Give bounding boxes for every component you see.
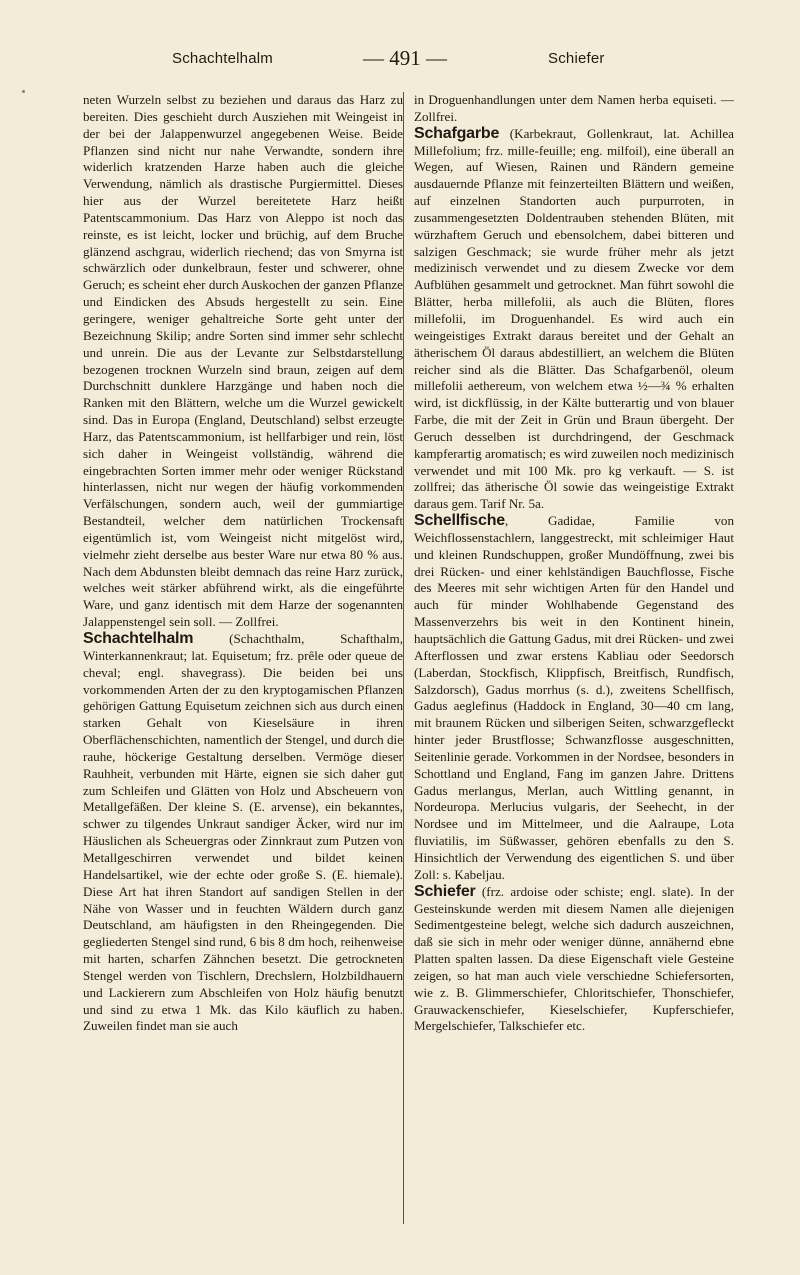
entry-body: (Karbekraut, Gollenkraut, lat. Achillea Millefolium; frz. mille-feuille; eng. milfoil), eine überall an Wegen, auf Wiesen, Rainen und Rändern gemeine ausdauernde Pflanze mit feinzerteilten Blättern und weißen, auf einzelnen Standorten auch purpurroten, in zusammengesetzten Doldentrauben stehenden Blüten, mit würzhaftem Geruch und ebensolchem, dabei bitteren und salzigen Geschmack; sie wurde früher mehr als jetzt medizinisch verwendet und zu diesem Zwecke vor dem Aufblühen gesammelt und getrocknet. Man führt sowohl die Blätter, herba millefolii, als auch die Blüten, flores millefolii, im Droguenhandel. Es wird auch ein weingeistiges Extrakt daraus bereitet und der Gehalt an ätherischem Öl daraus abdestilliert, an welchem die Blüten reicher sind als die Blätter. Das Schafgarbenöl, oleum millefolii aethereum, von welchem etwa ½—¾ % erhalten wird, ist dickflüssig, in der Kälte butterartig und von blauer Farbe, die mit der Zeit in Grün und Braun übergeht. Der Geruch desselben ist durchdringend, der Geschmack kampferartig aromatisch; es wird zuweilen noch medizinisch verwendet und mit 100 Mk. pro kg verkauft. — S. ist zollfrei; das ätherische Öl sowie das weingeistige Extrakt daraus gem. Tarif Nr. 5a. bbox=[414, 125, 734, 512]
entry-body: (Schachthalm, Schafthalm, Winterkannenkraut; lat. Equisetum; frz. prêle oder queue de cheval; engl. shavegrass). Die beiden bei uns vorkommenden Arten der zu den kryptogamischen Pflanzen gehörigen Gattung Equisetum zeichnen sich aus durch einen starken Gehalt von Kieselsäure in ihren Oberflächenschichten, namentlich der Stengel, und durch die rauhe, höckerige Gestaltung derselben. Vermöge dieser Rauhheit, verbunden mit Härte, eignen sie sich daher gut zum Schleifen und Glätten von Holz und Abscheuern von Metallgefäßen. Der kleine S. (E. arvense), ein bekanntes, schwer zu tilgendes Unkraut sandiger Äcker, wird nur im Häuslichen als Scheuergras oder Zinnkraut zum Putzen von Metallgeschirren verwendet und bildet keinen Handelsartikel, wie der echte oder große S. (E. hiemale). Diese Art hat ihren Standort auf sandigen Stellen in der Nähe von Wasser und in feuchten Wäldern durch ganz Deutschland, am häufigsten in den Rheingegenden. Die gegliederten Stengel sind rund, 6 bis 8 dm hoch, reihenweise mit harten, scharfen Zähnchen besetzt. Die getrockneten Stengel werden von Tischlern, Drechslern, Holzbildhauern und Lackierern zum Abschleifen von Holz häufig benutzt und sind zu etwa 1 Mk. das Kilo käuflich zu haben. Zuweilen findet man sie auch bbox=[83, 631, 403, 1034]
left-column bbox=[83, 92, 403, 1035]
entry-schafgarbe bbox=[414, 126, 734, 513]
continued-paragraph: in Droguenhandlungen unter dem Namen herba equiseti. — Zollfrei. bbox=[414, 92, 734, 124]
continued-paragraph: neten Wurzeln selbst zu beziehen und daraus das Harz zu bereiten. Dies geschieht durch Ausziehen mit Weingeist in der bei der Jalappenwurzel angegebenen Weise. Beide Pflanzen sind nicht nur nahe Verwandte, sondern ihre widerlich kratzenden Harze haben auch die gleiche Verwendung, nämlich als drastische Purgiermittel. Dieses hier aus der Wurzel bereitetete Harz heißt Patentscammonium. Das Harz von Aleppo ist noch das reinste, es ist leicht, locker und brüchig, auf dem Bruche glänzend aschgrau, widerlich riechend; das von Smyrna ist schwärzlich oder dunkelbraun, fester und schwerer, ohne Geruch; es scheint eher durch Auskochen der ganzen Pflanze und Eindicken des Absuds hergestellt zu sein. Eine geringere, weniger gehaltreiche Sorte geht unter der Bezeichnung Skilip; andre Sorten sind immer sehr schlecht und unrein. Die aus der Levante zur Selbstdarstellung bezogenen trocknen Wurzeln sind braun, zeigen auf dem Durchschnitt dunklere Harzgänge und haben noch die Ranken mit den Blättern, welche um die Wurzel gewickelt sind. Das in Europa (England, Deutschland) selbst erzeugte Harz, das Patentscammonium, ist hellfarbiger und rein, löst sich daher in Weingeist vollständig, während die eingebrachten Sorten immer mehr oder weniger Rückstand hinterlassen, nicht nur wegen der häufig vorkommenden Verfälschungen, sondern auch, weil der gummiartige Bestandteil, welcher dem natürlichen Trockensaft eigentümlich ist, vom Weingeist nicht mitgelöst wird, vielmehr zieht derselbe aus bester Ware nur etwa 80 % aus. Nach dem Abdunsten bleibt demnach das reine Harz zurück, welches weit stärker abführend wirkt, als die eingeführte Ware, und ganz identisch mit dem Harze der sogenannten Jalappenstengel sein soll. — Zollfrei. bbox=[83, 92, 403, 630]
header-right-keyword: Schiefer bbox=[548, 50, 605, 67]
header-left-keyword: Schachtelhalm bbox=[172, 50, 273, 67]
entry-headword: Schafgarbe bbox=[414, 124, 500, 142]
entry-headword: Schachtelhalm bbox=[83, 630, 194, 647]
right-column bbox=[414, 92, 734, 1035]
page-number: — 491 — bbox=[363, 46, 447, 70]
entry-headword: Schellfische bbox=[414, 512, 505, 530]
running-header bbox=[0, 46, 800, 76]
margin-mark bbox=[22, 90, 25, 93]
entry-body: , Gadidae, Familie von Weichflossenstachlern, langgestreckt, mit schleimiger Haut und kleinen Rundschuppen, großer Mundöffnung, zwei bis drei Rücken- und einer kehlständigen Bauchflosse, Fische des Meeres mit sehr wichtigen Arten für den Handel und auch für minder Wohlhabende Gegenstand des Massenverzehrs bis weit in den Kontinent hinein, hauptsächlich die Gattung Gadus, mit drei Rücken- und zwei Afterflossen und zwar erstens Kabliau oder Seedorsch (Laberdan, Stockfisch, Klippfisch, Breitfisch, Rundfisch, Salzdorsch), Gadus morrhus (s. d.), zweitens Schellfisch, Gadus aeglefinus (Haddock in England, 30—40 cm lang, mit braunem Rücken und silberigen Seiten, schwarzgefleckt hinter jeder Brustflosse; Schwanzflosse ausgeschnitten, Seitenlinie gerade. Vorkommen in der Nordsee, besonders in Schottland und England, Fang im ganzen Jahre. Drittens Gadus merlangus, Merlan, auch Wittling genannt, in Nordeuropa. Merlucius vulgaris, der Seehecht, in der Nordsee und im Mittelmeer, und die Aalraupe, Lota fluviatilis, im Süßwasser, gehören ebenfalls zu den S. Hinsichtlich der Verwendung des eigentlichen S. und über Zoll: s. Kabeljau. bbox=[414, 513, 734, 882]
entry-body: (frz. ardoise oder schiste; engl. slate). In der Gesteinskunde werden mit diesem Namen alle diejenigen Sedimentgesteine belegt, welche sich dadurch auszeichnen, daß sie sich in mehr oder weniger dünne, annähernd ebne Platten spalten lassen. Da diese Eigenschaft viele Gesteine zeigen, so hat man auch viele verschiedne Schiefersorten, wie z. B. Glimmerschiefer, Chloritschiefer, Thonschiefer, Grauwackenschiefer, Kieselschiefer, Kupferschiefer, Mergelschiefer, Talkschiefer etc. bbox=[414, 883, 734, 1034]
entry-schellfische bbox=[414, 513, 734, 884]
column-divider bbox=[403, 92, 404, 1224]
entry-schiefer bbox=[414, 884, 734, 1036]
entry-schachtelhalm bbox=[83, 631, 403, 1035]
entry-headword: Schiefer bbox=[414, 882, 476, 900]
